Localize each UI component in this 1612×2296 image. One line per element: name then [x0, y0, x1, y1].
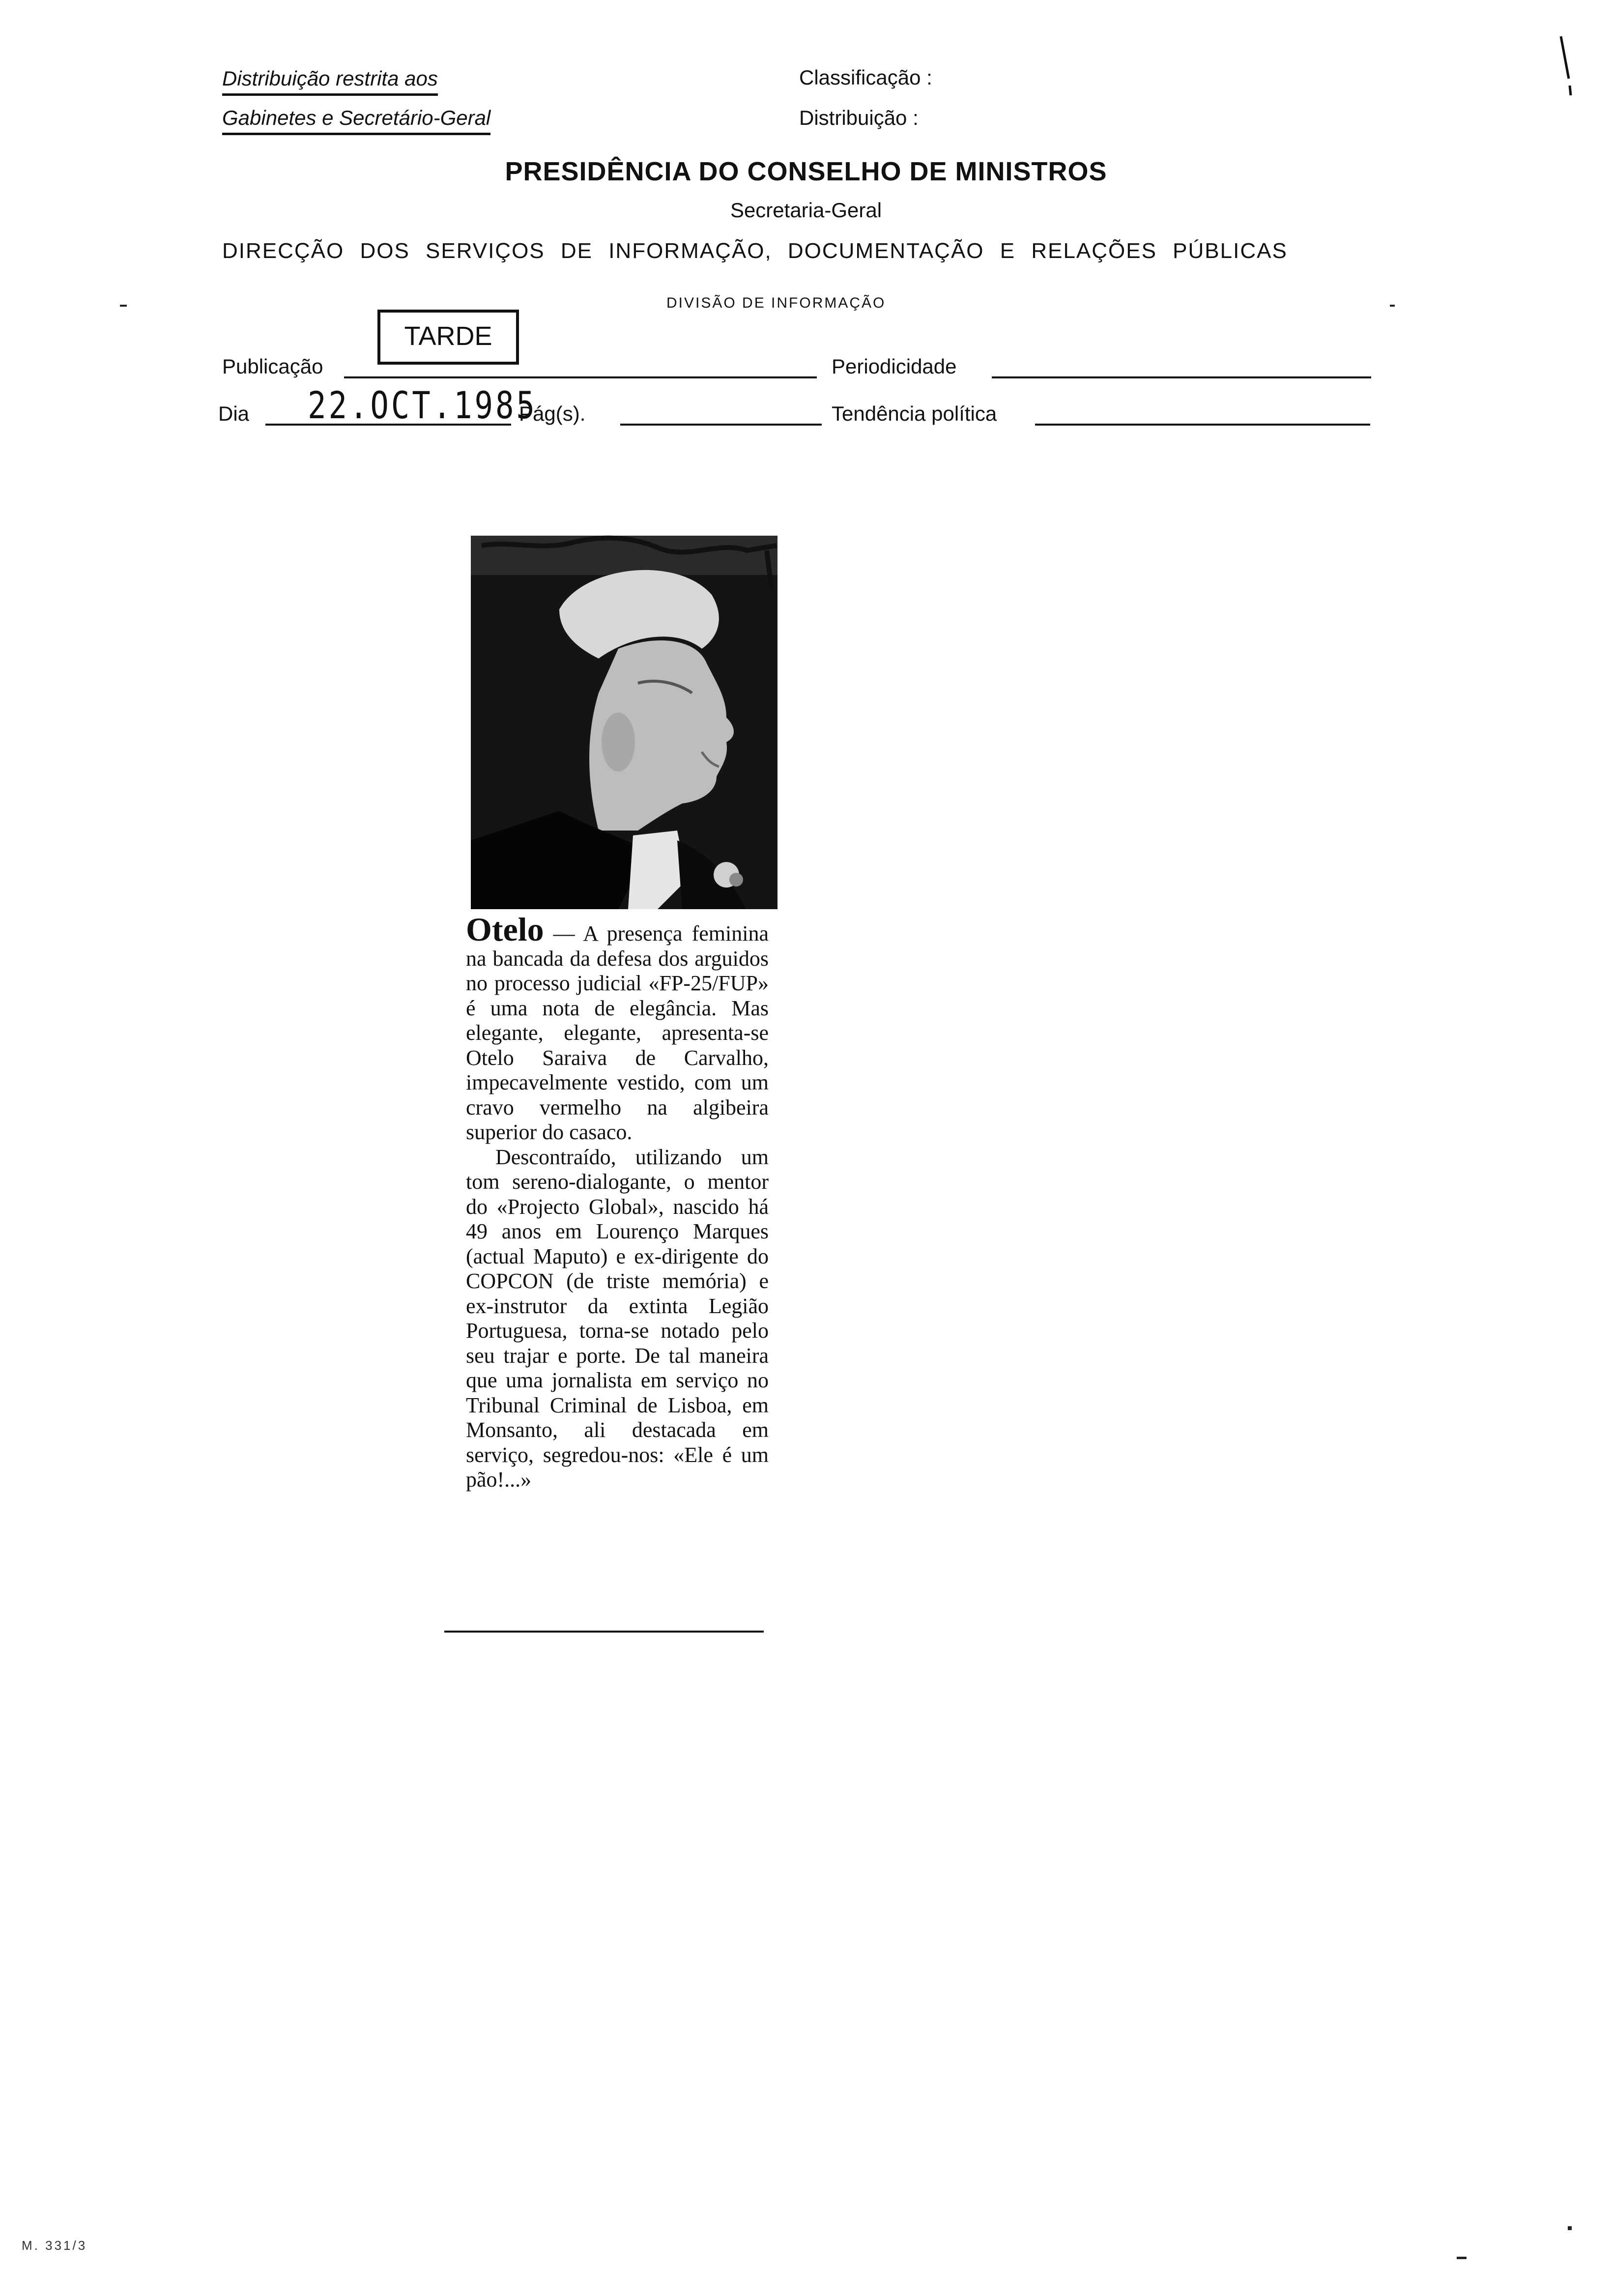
article-paragraph-2: Descontraído, utilizando um tom sereno-dialogante, o mentor do «Projecto Global», nascido há 49 anos em Lourenço Marques (actual Maputo) e ex-dirigente do COPCON (de triste memória) e ex-instrutor da extinta Legião Portuguesa, torna-se notado pelo seu trajar e porte. De tal maneira que uma jornalista em serviço no Tribunal Criminal de Lisboa, em Monsanto, ali destacada em serviço, segredou-nos: «Ele é um pão!...»: [466, 1145, 769, 1492]
scan-mark: [1568, 2226, 1572, 2230]
tendencia-label: Tendência política: [832, 402, 997, 425]
publicacao-field-line: [344, 376, 817, 378]
tendencia-field-line: [1035, 424, 1370, 426]
periodicidade-label: Periodicidade: [832, 355, 957, 378]
pags-field-line: [620, 424, 822, 426]
distribution-restriction-line2: Gabinetes e Secretário-Geral: [222, 106, 490, 135]
direccao-heading: DIRECÇÃO DOS SERVIÇOS DE INFORMAÇÃO, DOCUMENTAÇÃO E RELAÇÕES PÚBLICAS: [222, 239, 1288, 263]
classificacao-label: Classificação :: [799, 66, 932, 89]
distribution-restriction-line1: Distribuição restrita aos: [222, 67, 438, 96]
dia-label: Dia: [218, 402, 250, 425]
scan-mark: [1390, 305, 1395, 307]
publication-stamp: TARDE: [377, 310, 519, 365]
secretaria-subtitle: Secretaria-Geral: [730, 199, 882, 222]
article-paragraph-1-text: — A presença feminina na bancada da defesa dos arguidos no processo judicial «FP-25/FUP» é uma nota de elegância. Mas elegante, elegante, apresenta-se Otelo Saraiva de Carvalho, impecavelmente vestido, com um cravo vermelho na algibeira superior do casaco.: [466, 921, 769, 1144]
article-body: [466, 911, 769, 1492]
scan-mark: [120, 305, 127, 307]
periodicidade-field-line: [992, 376, 1371, 378]
ministry-title: PRESIDÊNCIA DO CONSELHO DE MINISTROS: [505, 157, 1107, 186]
pags-label: Pág(s).: [519, 402, 586, 425]
distribuicao-label: Distribuição :: [799, 106, 919, 129]
scan-mark: [1457, 2257, 1467, 2259]
article-headline: Otelo: [466, 911, 544, 948]
clipping-bottom-rule: [444, 1631, 764, 1633]
pen-mark: [1558, 34, 1578, 98]
divisao-heading: DIVISÃO DE INFORMAÇÃO: [666, 295, 886, 311]
form-code: M. 331/3: [22, 2238, 87, 2253]
publicacao-label: Publicação: [222, 355, 323, 378]
date-stamp: 22.OCT.1985: [308, 383, 537, 427]
article-paragraph-1: [466, 911, 769, 1145]
handwritten-scribble: [472, 521, 796, 595]
